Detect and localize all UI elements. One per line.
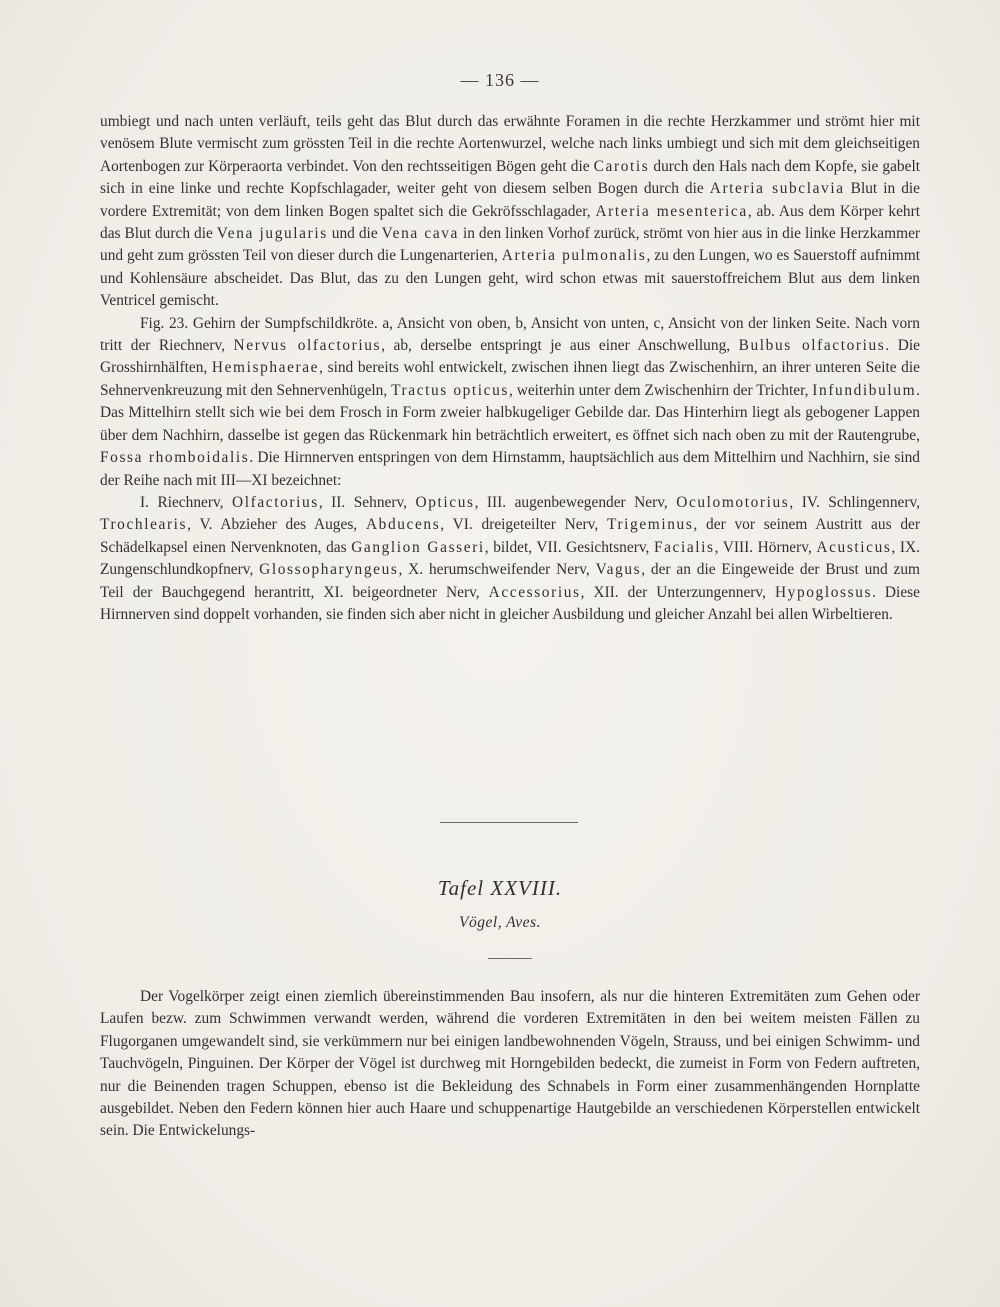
paragraph-birds: Der Vogelkörper zeigt einen ziemlich übereinstimmenden Bau insofern, als nur die hinteren Extremitäten zum Gehen oder Laufen bezw. zum Schwimmen verwandt werden, während die vorderen Extremitäten in den bei weitem meisten Fällen zu Flugorganen umgewandelt sind, sie verkümmern nur bei einigen landbewohnenden Vögeln, Strauss, und bei einigen Schwimm- und Tauchvögeln, Pinguinen. Der Körper der Vögel ist durchweg mit Horngebilden bedeckt, die zumeist in Form von Federn auftreten, nur die Beinenden tragen Schuppen, ebenso ist die Bekleidung des Schnabels in Form einer zusammenhängenden Hornplatte ausgebildet. Neben den Federn können hier auch Haare und schuppenartige Hautgebilde an verschiedenen Körperstellen entwickelt sein. Die Entwickelungs- (100, 988, 920, 1140)
term-arteria-mesenterica: Arteria mesenterica (595, 202, 748, 220)
term-acusticus: Acusticus (816, 538, 892, 556)
section-divider (440, 822, 578, 823)
paragraph-fig-23: Fig. 23. Gehirn der Sumpfschildkröte. a, Ansicht von oben, b, Ansicht von unten, c, Ansicht von der linken Seite. Nach vorn tritt der Riechnerv, Nervus olfactorius, ab, derselbe entspringt je aus einer Anschwellung, Bulbus olfactorius. Die Grosshirnhälften, Hemisphaerae, sind bereits wohl entwickelt, zwischen ihnen liegt das Zwischenhirn, an ihrer unteren Seite die Sehnervenkreuzung mit den Sehnervenhügeln, Tractus opticus, weiterhin unter dem Zwischenhirn der Trichter, Infundibulum. Das Mittelhirn stellt sich wie bei dem Frosch in Form zweier halbkugeliger Gebilde dar. Das Hinterhirn liegt als gebogener Lappen über dem Nachhirn, dasselbe ist gegen das Rückenmark hin beträchtlich erweitert, es öffnet sich nach oben zu mit der Rautengrube, Fossa rhomboidalis. Die Hirnnerven entspringen von dem Hirnstamm, hauptsächlich aus dem Mittelhirn und Nachhirn, sie sind der Reihe nach mit III—XI bezeichnet: (100, 314, 920, 489)
term-infundibulum: Infundibulum (812, 381, 917, 399)
page-number: — 136 — (460, 70, 540, 90)
term-vagus: Vagus (595, 561, 642, 579)
term-oculomotorius: Oculomotorius (676, 493, 790, 511)
term-ganglion-gasseri: Ganglion Gasseri (351, 538, 485, 556)
term-facialis: Facialis (653, 538, 715, 556)
term-hemisphaerae: Hemisphaerae (211, 359, 320, 377)
term-fossa-rhomboidalis: Fossa rhomboidalis (100, 449, 250, 467)
term-bulbus-olfactorius: Bulbus olfactorius (738, 337, 886, 355)
paragraph-cranial-nerves: I. Riechnerv, Olfactorius, II. Sehnerv, Opticus, III. augenbewegender Nerv, Oculomotorius, IV. Schlingennerv, Trochlearis, V. Abzieher des Auges, Abducens, VI. dreigeteilter Nerv, Trigeminus, der vor seinem Austritt aus der Schädelkapsel einen Nervenknoten, das Ganglion Gasseri, bildet, VII. Gesichtsnerv, Facialis, VIII. Hörnerv, Acusticus, IX. Zungenschlundkopfnerv, Glossopharyngeus, X. herumschweifender Nerv, Vagus, der an die Eingeweide der Brust und zum Teil der Bauchgegend herantritt, XI. beigeordneter Nerv, Accessorius, XII. der Unterzungennerv, Hypoglossus. Diese Hirnnerven sind doppelt vorhanden, sie finden sich aber nicht in gleicher Ausbildung und gleicher Anzahl bei allen Wirbeltieren. (100, 493, 921, 623)
term-vena-cava: Vena cava (381, 225, 459, 243)
plate-subtitle: Vögel, Aves. (459, 914, 541, 931)
term-opticus: Opticus (415, 493, 475, 511)
term-abducens: Abducens (365, 516, 441, 534)
term-accessorius: Accessorius (488, 583, 581, 601)
term-hypoglossus: Hypoglossus (774, 583, 873, 601)
term-trigeminus: Trigeminus (607, 516, 694, 534)
term-vena-jugularis: Vena jugularis (216, 225, 328, 243)
term-arteria-subclavia: Arteria subclavia (709, 180, 845, 198)
term-trochlearis: Trochlearis (100, 516, 188, 534)
title-divider (488, 958, 532, 959)
term-glossopharyngeus: Glossopharyngeus (259, 561, 399, 579)
body-text-bottom (100, 986, 920, 1143)
term-olfactorius: Olfactorius (232, 493, 319, 511)
term-nervus-olfactorius: Nervus olfactorius (233, 337, 382, 355)
body-text-top (100, 111, 920, 626)
term-arteria-pulmonalis: Arteria pulmonalis (501, 247, 647, 265)
plate-title: Tafel XXVIII. (437, 876, 563, 900)
paragraph-circulation: umbiegt und nach unten verläuft, teils geht das Blut durch das erwähnte Foramen in die rechte Herzkammer und strömt hier mit venösem Blute vermischt zum grössten Teil in die rechte Aortenwurzel, welche nach links umbiegt und sich mit dem gleichseitigen Aortenbogen zur Körperaorta verbindet. Von den rechtsseitigen Bögen geht die Carotis durch den Hals nach dem Kopfe, sie gabelt sich in eine linke und rechte Kopfschlagader, weiter geht von diesem selben Bogen durch die Arteria subclavia Blut in die vordere Extremität; von dem linken Bogen spaltet sich die Gekröfsschlagader, Arteria mesenterica, ab. Aus dem Körper kehrt das Blut durch die Vena jugularis und die Vena cava in den linken Vorhof zurück, strömt von hier aus in die linke Herzkammer und geht zum grössten Teil von dieser durch die Lungenarterien, Arteria pulmonalis, zu den Lungen, wo es Sauerstoff aufnimmt und Kohlensäure abscheidet. Das Blut, das zu den Lungen geht, wird schon etwas mit sauerstoffreichem Blut aus dem linken Ventricel gemischt. (100, 113, 921, 310)
term-carotis: Carotis (593, 157, 650, 175)
term-tractus-opticus: Tractus opticus (391, 381, 509, 399)
